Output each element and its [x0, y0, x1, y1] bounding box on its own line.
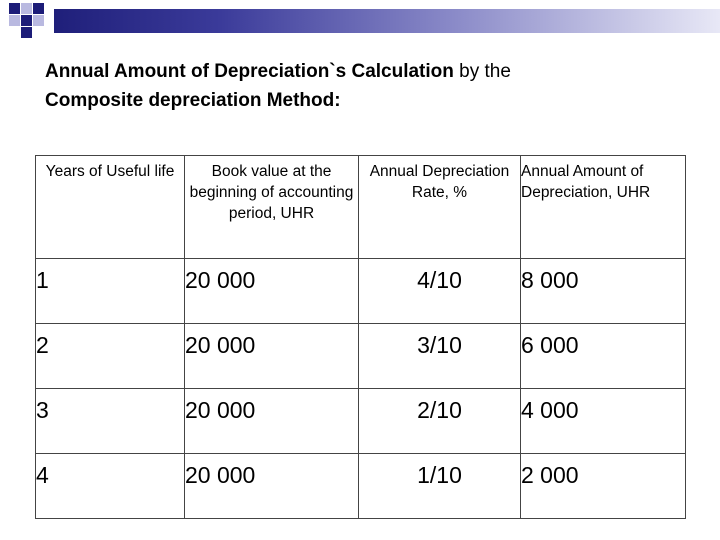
column-header-book-value: Book value at the beginning of accounting period, UHR	[185, 156, 359, 259]
cell-rate: 2/10	[359, 389, 521, 454]
decorative-square	[21, 27, 32, 38]
column-header-rate: Annual Depreciation Rate, %	[359, 156, 521, 259]
table-row	[36, 389, 686, 454]
cell-book-value: 20 000	[185, 454, 359, 519]
column-header-annual-amount: Annual Amount of Depreciation, UHR	[521, 156, 686, 259]
decorative-header-band	[0, 0, 720, 40]
page-title	[45, 57, 685, 115]
cell-book-value: 20 000	[185, 389, 359, 454]
table-header-row	[36, 156, 686, 259]
cell-rate: 3/10	[359, 324, 521, 389]
decorative-square	[33, 3, 44, 14]
decorative-square	[9, 15, 20, 26]
title-bold-part-2: Composite depreciation Method:	[45, 90, 341, 111]
title-bold-part: Annual Amount of Depreciation`s Calculation	[45, 61, 454, 82]
cell-rate: 1/10	[359, 454, 521, 519]
table-row	[36, 454, 686, 519]
decorative-square	[21, 15, 32, 26]
table-row	[36, 259, 686, 324]
cell-book-value: 20 000	[185, 259, 359, 324]
cell-annual-amount: 8 000	[521, 259, 686, 324]
cell-year: 3	[36, 389, 185, 454]
cell-year: 2	[36, 324, 185, 389]
decorative-square	[21, 3, 32, 14]
cell-year: 4	[36, 454, 185, 519]
depreciation-table	[35, 155, 686, 519]
table-row	[36, 324, 686, 389]
cell-book-value: 20 000	[185, 324, 359, 389]
cell-annual-amount: 2 000	[521, 454, 686, 519]
decorative-gradient-bar	[54, 9, 720, 33]
decorative-square	[33, 15, 44, 26]
cell-annual-amount: 6 000	[521, 324, 686, 389]
decorative-square	[9, 3, 20, 14]
column-header-years: Years of Useful life	[36, 156, 185, 259]
cell-year: 1	[36, 259, 185, 324]
cell-rate: 4/10	[359, 259, 521, 324]
cell-annual-amount: 4 000	[521, 389, 686, 454]
title-plain-part: by the	[453, 61, 511, 82]
